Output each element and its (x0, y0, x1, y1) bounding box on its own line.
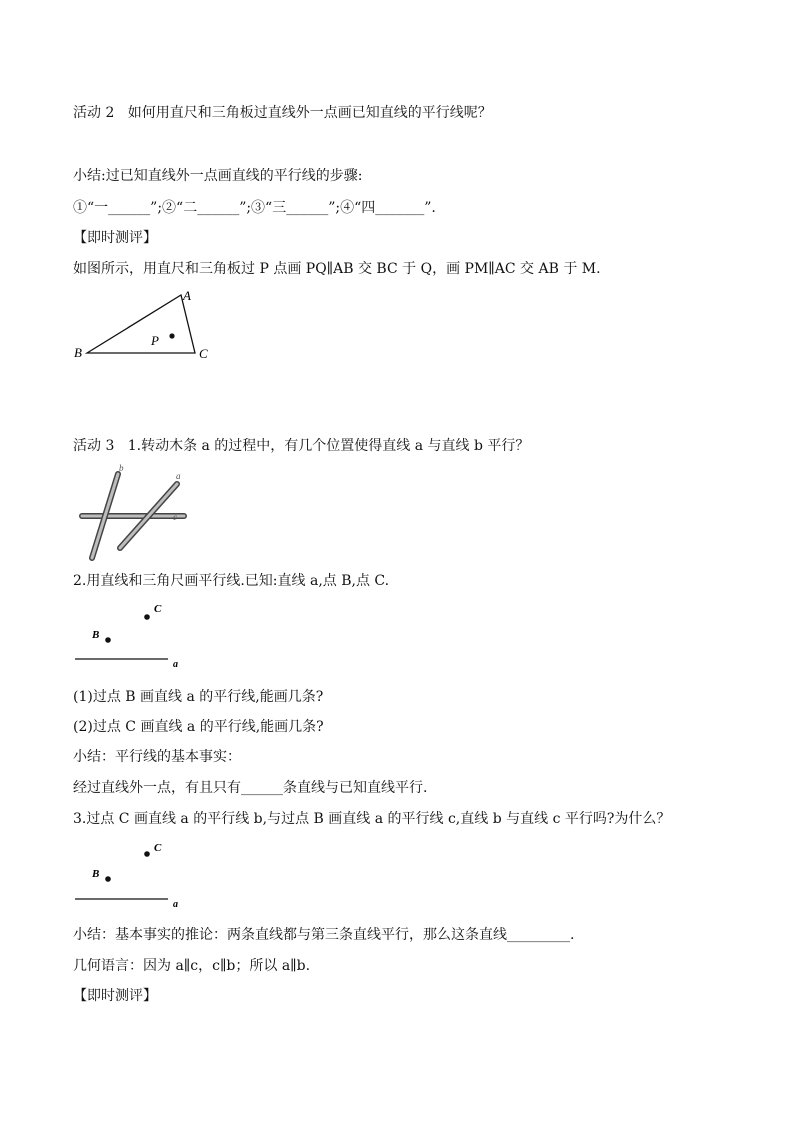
point-p-dot (169, 333, 174, 338)
activity3-q2-part2: (2)过点 C 画直线 a 的平行线,能画几条? (73, 719, 324, 735)
activity3-quiz-heading: 【即时测评】 (73, 988, 157, 1004)
point-b-dot (105, 637, 111, 643)
q3-point-c-dot (144, 851, 150, 857)
label-b: B (74, 345, 82, 360)
activity3-summary1-label: 小结：平行线的基本事实： (73, 749, 241, 765)
stick-c-label: c (173, 512, 177, 522)
point-c-dot (144, 614, 150, 620)
activity2-summary-label: 小结:过已知直线外一点画直线的平行线的步骤: (73, 168, 363, 184)
triangle-abc (87, 295, 195, 353)
q3-figure (70, 838, 190, 910)
q2-label-b: B (92, 629, 100, 641)
label-p: P (151, 333, 159, 348)
activity3-geometry-language: 几何语言：因为 a∥c，c∥b；所以 a∥b. (73, 958, 311, 974)
activity2-title: 活动 2 如何用直尺和三角板过直线外一点画已知直线的平行线呢？ (73, 105, 492, 121)
q3-label-b: B (92, 868, 100, 880)
q3-point-b-dot (105, 876, 111, 882)
stick-b-label: b (119, 463, 124, 473)
triangle-abc-figure (70, 285, 220, 370)
activity2-quiz-text: 如图所示，用直尺和三角板过 P 点画 PQ∥AB 交 BC 于 Q，画 PM∥AC 交 AB 于 M. (73, 261, 601, 277)
wooden-sticks-figure (72, 462, 192, 562)
activity3-q3: 3.过点 C 画直线 a 的平行线 b,与过点 B 画直线 a 的平行线 c,直线 b 与直线 c 平行吗?为什么？ (73, 811, 671, 827)
activity2-steps: ①“一______”;②“二______”;③“三______”;④“四_______”. (73, 200, 436, 216)
q3-label-c: C (154, 842, 162, 854)
activity2-quiz-heading: 【即时测评】 (73, 230, 157, 246)
activity3-summary2: 小结：基本事实的推论：两条直线都与第三条直线平行，那么这条直线_________. (73, 927, 575, 943)
label-a: A (183, 288, 191, 303)
activity3-q2-part1: (1)过点 B 画直线 a 的平行线,能画几条? (73, 689, 324, 705)
activity3-q2: 2.用直线和三角尺画平行线.已知:直线 a,点 B,点 C. (73, 573, 390, 589)
q2-label-c: C (154, 603, 162, 615)
activity3-summary1-text: 经过直线外一点，有且只有______条直线与已知直线平行. (73, 780, 428, 796)
activity3-title: 活动 3 1.转动木条 a 的过程中，有几个位置使得直线 a 与直线 b 平行？ (73, 438, 530, 454)
label-c: C (199, 346, 208, 361)
q2-figure (70, 598, 190, 670)
stick-a-label: a (176, 471, 181, 481)
q2-label-a: a (173, 659, 178, 670)
q3-label-a: a (173, 899, 178, 910)
